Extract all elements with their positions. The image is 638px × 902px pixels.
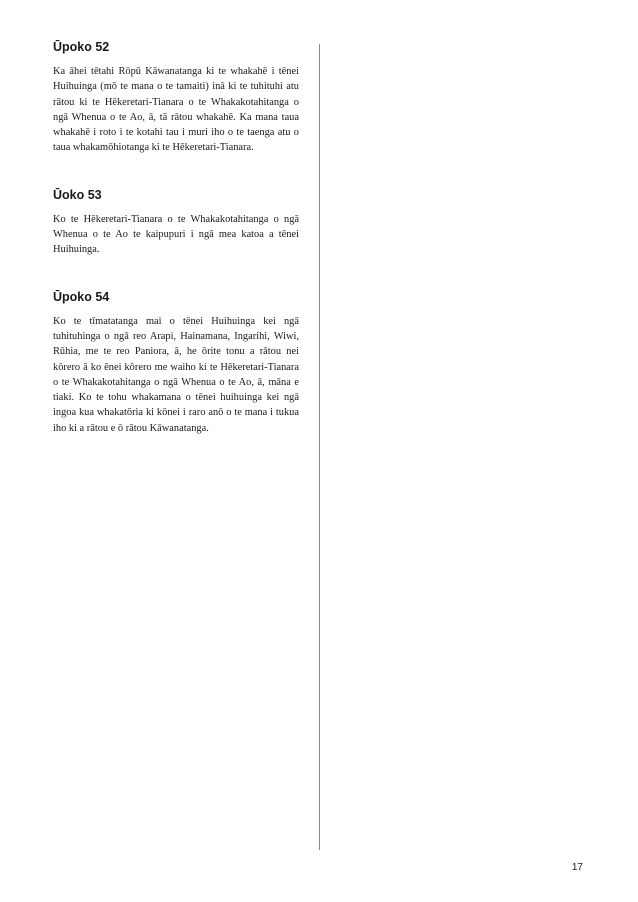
article-heading: Ūoko 53 [53,187,102,202]
column-divider [319,44,320,850]
article-53 [53,188,299,258]
page-number: 17 [571,862,583,873]
article-heading: Ūpoko 54 [53,289,110,304]
article-heading: Ūpoko 52 [53,40,110,54]
article-paragraph: Ko te Hēkeretari-Tianara o te Whakakotahitanga o ngā Whenua o te Ao te kaipupuri i ngā mea katoa a tēnei Huihuinga. [53,213,299,256]
article-52 [53,40,299,156]
article-paragraph: Ko te tīmatatanga mai o tēnei Huihuinga kei ngā tuhituhinga o ngā reo Arapi, Hainamana, Ingarihi, Wiwi, Rūhia, me te reo Paniora, ā, he ōrite tonu a rātou nei kōrero ā ko ēnei kōrero me waiho ki te Hēkeretari-Tianara o te Whakakotahitanga o ngā Whenua o te Ao, ā, māna e tiaki. Ko te tohu whakamana o tēnei huihuinga kei ngā ingoa kua whakatōria ki kōnei i raro anō o te mana i tukua iho ki a rātou e ō rātou Kāwanatanga. [53,315,299,434]
article-54 [53,290,299,436]
text-column [53,40,299,468]
article-paragraph: Ka āhei tētahi Rōpū Kāwanatanga ki te whakahē i tēnei Huihuinga (mō te mana o te tamaiti) inā ki te tuhituhi atu rātou ki te Hēkeretari-Tianara o te Whakakotahitanga o ngā Whenua o te Ao, ā, tā rātou whakahē. Ka mana taua whakahē i roto i te kotahi tau i muri iho o te taenga atu o taua whakamōhiotanga ki te Hēkeretari-Tianara. [53,66,299,154]
